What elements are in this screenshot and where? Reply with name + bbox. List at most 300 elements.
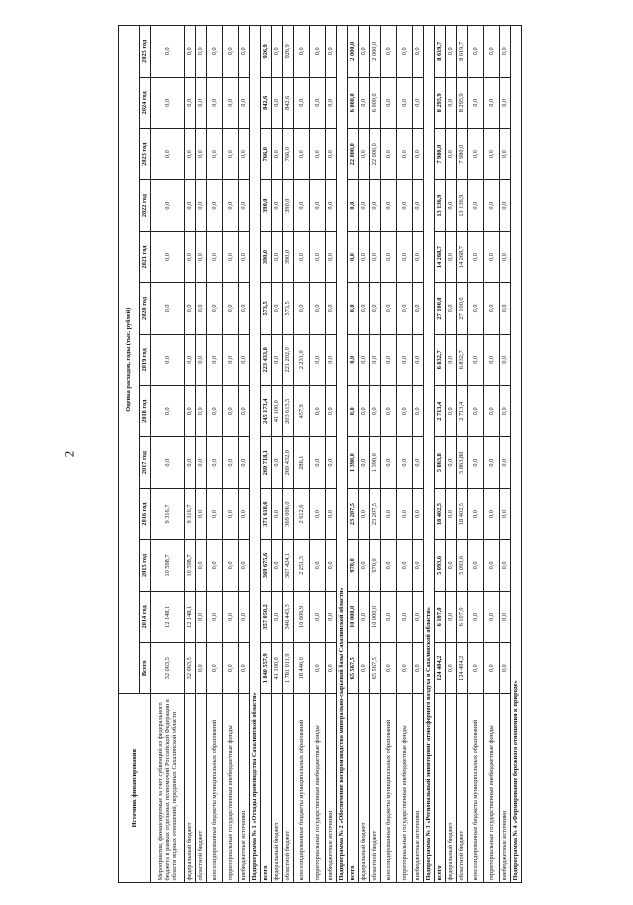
value-cell: 6 107,0: [457, 591, 468, 642]
budget-table: [118, 25, 522, 883]
value-cell: 0,0: [446, 129, 457, 180]
value-cell: 346 443,3: [283, 591, 294, 642]
value-cell: 0,0: [500, 231, 511, 282]
value-cell: 0,0: [468, 591, 484, 642]
source-label: всего: [261, 694, 272, 883]
value-cell: 0,0: [310, 77, 326, 128]
value-cell: 766,0: [283, 129, 294, 180]
value-cell: 0,0: [500, 643, 511, 694]
value-cell: 0,0: [397, 643, 413, 694]
value-cell: 970,0: [370, 540, 381, 591]
value-cell: 0,0: [272, 231, 283, 282]
value-cell: 0,0: [468, 488, 484, 539]
value-cell: 0,0: [196, 283, 207, 334]
value-cell: 10 606,9: [294, 591, 310, 642]
value-cell: 0,0: [151, 437, 185, 488]
value-cell: 0,0: [446, 488, 457, 539]
value-cell: 0,0: [196, 231, 207, 282]
year-header: 2022 год: [140, 180, 151, 231]
value-cell: 0,0: [196, 591, 207, 642]
rotated-page: [118, 25, 570, 883]
value-cell: 14 268,7: [457, 231, 468, 282]
value-cell: 0,0: [223, 180, 239, 231]
source-label: федеральный бюджет: [185, 694, 196, 883]
value-cell: 124 404,2: [435, 643, 446, 694]
value-cell: 8 619,7: [457, 26, 468, 78]
value-cell: 0,0: [446, 77, 457, 128]
value-cell: 0,0: [370, 283, 381, 334]
value-cell: 0,0: [397, 334, 413, 385]
value-cell: 0,0: [196, 129, 207, 180]
value-cell: 0,0: [196, 334, 207, 385]
source-label: областной бюджет: [370, 694, 381, 883]
value-cell: 124 404,2: [457, 643, 468, 694]
value-cell: 0,0: [500, 591, 511, 642]
value-cell: 0,0: [272, 283, 283, 334]
value-cell: 0,0: [294, 283, 310, 334]
year-header: 2018 год: [140, 386, 151, 437]
value-cell: 9 316,7: [185, 488, 196, 539]
value-cell: 0,0: [468, 26, 484, 78]
value-cell: 0,0: [326, 591, 337, 642]
value-cell: 0,0: [207, 488, 223, 539]
value-cell: 2 000,0: [370, 26, 381, 78]
value-cell: 0,0: [413, 643, 424, 694]
value-cell: 65 567,5: [348, 643, 359, 694]
value-cell: 0,0: [446, 283, 457, 334]
source-label: консолидированные бюджеты муниципальных образований: [207, 694, 223, 883]
value-cell: 0,0: [413, 591, 424, 642]
source-label: Мероприятия, финансируемые за счет субвенций из федерального бюджета в рамках отдельных полномочий Российской Федерации в области водных отношений, переданных Сахалинской области: [151, 694, 185, 883]
subprogram-row: [337, 26, 348, 883]
value-cell: 0,0: [381, 283, 397, 334]
value-cell: 1 390,0: [370, 437, 381, 488]
value-cell: 0,0: [185, 77, 196, 128]
year-header: 2015 год: [140, 540, 151, 591]
table-row: [446, 26, 457, 883]
value-cell: 2 713,4: [457, 386, 468, 437]
total-row: [435, 26, 446, 883]
page-number: 2: [61, 450, 77, 458]
value-cell: 5 863,8: [435, 437, 446, 488]
value-cell: 0,0: [413, 437, 424, 488]
value-cell: 573,5: [261, 283, 272, 334]
value-cell: 0,0: [223, 591, 239, 642]
value-cell: 0,0: [239, 26, 250, 78]
value-cell: 0,0: [484, 591, 500, 642]
value-cell: 0,0: [484, 643, 500, 694]
value-cell: 0,0: [500, 129, 511, 180]
value-cell: 8 619,7: [435, 26, 446, 78]
source-label: территориальные государственные внебюджетные фонды: [397, 694, 413, 883]
value-cell: 0,0: [500, 488, 511, 539]
subprogram-title: Подпрограмма № 4 «Формирование бережного отношения к природе»: [511, 26, 522, 883]
value-cell: 0,0: [413, 488, 424, 539]
value-cell: 7 980,0: [457, 129, 468, 180]
value-cell: 0,0: [348, 231, 359, 282]
value-cell: 0,0: [310, 643, 326, 694]
value-cell: 0,0: [207, 180, 223, 231]
value-cell: 286,1: [294, 437, 310, 488]
value-cell: 10 598,7: [185, 540, 196, 591]
value-cell: 18 446,0: [294, 643, 310, 694]
value-cell: 9 316,7: [151, 488, 185, 539]
year-header: 2019 год: [140, 334, 151, 385]
value-cell: 0,0: [468, 180, 484, 231]
value-cell: 0,0: [326, 129, 337, 180]
value-cell: 0,0: [207, 231, 223, 282]
subprogram-title: Подпрограмма № 3 «Региональный мониторинг атмосферного воздуха в Сахалинской области»: [424, 26, 435, 883]
value-cell: 0,0: [468, 540, 484, 591]
value-cell: 0,0: [272, 591, 283, 642]
value-cell: 0,0: [272, 180, 283, 231]
value-cell: 0,0: [310, 540, 326, 591]
value-cell: 0,0: [310, 334, 326, 385]
value-cell: 0,0: [500, 77, 511, 128]
value-cell: 0,0: [272, 488, 283, 539]
value-cell: 0,0: [310, 129, 326, 180]
value-cell: 245 173,4: [261, 386, 272, 437]
subprogram-title: Подпрограмма № 1 «Отходы производства Сахалинской области»: [250, 26, 261, 883]
value-cell: 2 612,6: [294, 488, 310, 539]
value-cell: 6 000,0: [370, 77, 381, 128]
value-cell: 0,0: [500, 26, 511, 78]
value-cell: 0,0: [207, 437, 223, 488]
value-cell: 1 390,0: [348, 437, 359, 488]
value-cell: 0,0: [484, 488, 500, 539]
value-cell: 0,0: [484, 386, 500, 437]
value-cell: 0,0: [381, 26, 397, 78]
value-cell: 41 100,0: [272, 643, 283, 694]
value-cell: 203 615,5: [283, 386, 294, 437]
value-cell: 0,0: [207, 26, 223, 78]
value-cell: 357 050,2: [261, 591, 272, 642]
value-cell: 0,0: [223, 334, 239, 385]
value-cell: 0,0: [185, 334, 196, 385]
value-cell: 0,0: [446, 26, 457, 78]
value-cell: 0,0: [446, 540, 457, 591]
value-cell: 10 000,0: [348, 591, 359, 642]
value-cell: 0,0: [397, 591, 413, 642]
value-cell: 0,0: [484, 77, 500, 128]
value-cell: 573,5: [283, 283, 294, 334]
value-cell: 0,0: [359, 591, 370, 642]
value-cell: 0,0: [348, 334, 359, 385]
value-cell: 0,0: [185, 129, 196, 180]
value-cell: 0,0: [359, 180, 370, 231]
value-cell: 0,0: [348, 386, 359, 437]
value-cell: 65 567,5: [370, 643, 381, 694]
value-cell: 0,0: [294, 77, 310, 128]
value-cell: 8 295,9: [435, 77, 446, 128]
value-cell: 367 424,1: [283, 540, 294, 591]
value-cell: 0,0: [370, 334, 381, 385]
value-cell: 0,0: [413, 386, 424, 437]
value-cell: 0,0: [468, 437, 484, 488]
table-row: [294, 26, 310, 883]
value-cell: 0,0: [348, 180, 359, 231]
table-row: [272, 26, 283, 883]
value-cell: 13 136,9: [435, 180, 446, 231]
value-cell: 41 100,0: [272, 386, 283, 437]
value-cell: 23 207,5: [370, 488, 381, 539]
value-cell: 0,0: [223, 488, 239, 539]
value-cell: 0,0: [223, 283, 239, 334]
value-cell: 0,0: [151, 283, 185, 334]
value-cell: 0,0: [151, 386, 185, 437]
year-header: 2021 год: [140, 231, 151, 282]
value-cell: 0,0: [381, 77, 397, 128]
value-cell: 0,0: [151, 334, 185, 385]
value-cell: 0,0: [294, 231, 310, 282]
estimate-header: Оценка расходов, годы (тыс. рублей): [119, 26, 140, 694]
value-cell: 0,0: [185, 437, 196, 488]
value-cell: 0,0: [326, 26, 337, 78]
value-cell: 0,0: [446, 231, 457, 282]
value-cell: 18 402,5: [435, 488, 446, 539]
value-cell: 0,0: [185, 386, 196, 437]
source-label: территориальные государственные внебюджетные фонды: [310, 694, 326, 883]
value-cell: 0,0: [468, 386, 484, 437]
value-cell: 0,0: [326, 180, 337, 231]
value-cell: 0,0: [359, 129, 370, 180]
value-cell: 0,0: [239, 643, 250, 694]
value-cell: 371 618,6: [261, 488, 272, 539]
value-cell: 10 000,0: [370, 591, 381, 642]
year-header: 2016 год: [140, 488, 151, 539]
value-cell: 0,0: [468, 231, 484, 282]
value-cell: 269 718,1: [261, 437, 272, 488]
value-cell: 0,0: [413, 231, 424, 282]
value-cell: 23 207,5: [348, 488, 359, 539]
total-row: [261, 26, 272, 883]
value-cell: 0,0: [272, 540, 283, 591]
value-cell: 0,0: [381, 129, 397, 180]
source-label: консолидированные бюджеты муниципальных образований: [468, 694, 484, 883]
source-label: территориальные государственные внебюджетные фонды: [484, 694, 500, 883]
year-header: 2017 год: [140, 437, 151, 488]
value-cell: 0,0: [272, 334, 283, 385]
value-cell: 0,0: [484, 437, 500, 488]
value-cell: 0,0: [397, 386, 413, 437]
value-cell: 0,0: [239, 180, 250, 231]
value-cell: 0,0: [196, 643, 207, 694]
source-label: федеральный бюджет: [272, 694, 283, 883]
value-cell: 0,0: [239, 334, 250, 385]
value-cell: 0,0: [223, 26, 239, 78]
value-cell: 0,0: [196, 386, 207, 437]
source-label: всего: [435, 694, 446, 883]
value-cell: 0,0: [239, 591, 250, 642]
value-cell: 0,0: [294, 180, 310, 231]
value-cell: 12 148,1: [151, 591, 185, 642]
value-cell: 10 598,7: [151, 540, 185, 591]
value-cell: 926,9: [261, 26, 272, 78]
value-cell: 0,0: [207, 283, 223, 334]
value-cell: 842,6: [261, 77, 272, 128]
table-body: [151, 26, 522, 883]
value-cell: 0,0: [207, 643, 223, 694]
value-cell: 0,0: [294, 26, 310, 78]
value-cell: 0,0: [207, 386, 223, 437]
value-cell: 0,0: [397, 26, 413, 78]
year-header: 2020 год: [140, 283, 151, 334]
value-cell: 0,0: [413, 180, 424, 231]
value-cell: 0,0: [326, 437, 337, 488]
value-cell: 0,0: [381, 180, 397, 231]
value-cell: 0,0: [239, 488, 250, 539]
table-row: [310, 26, 326, 883]
value-cell: 1 781 011,9: [283, 643, 294, 694]
value-cell: 27 100,0: [435, 283, 446, 334]
value-cell: 0,0: [397, 129, 413, 180]
source-label: областной бюджет: [283, 694, 294, 883]
value-cell: 0,0: [381, 643, 397, 694]
source-header: Источник финансирования: [119, 694, 151, 883]
value-cell: 0,0: [223, 643, 239, 694]
value-cell: 0,0: [196, 488, 207, 539]
value-cell: 0,0: [223, 231, 239, 282]
value-cell: 0,0: [381, 231, 397, 282]
source-label: консолидированные бюджеты муниципальных образований: [381, 694, 397, 883]
value-cell: 0,0: [397, 231, 413, 282]
value-cell: 14 268,7: [435, 231, 446, 282]
value-cell: 0,0: [272, 437, 283, 488]
value-cell: 0,0: [468, 129, 484, 180]
value-cell: 0,0: [484, 334, 500, 385]
value-cell: 0,0: [310, 591, 326, 642]
value-cell: 0,0: [223, 129, 239, 180]
year-header: 2024 год: [140, 77, 151, 128]
value-cell: 0,0: [381, 540, 397, 591]
table-row: [151, 26, 185, 883]
value-cell: 0,0: [446, 643, 457, 694]
value-cell: 970,0: [348, 540, 359, 591]
value-cell: 0,0: [359, 334, 370, 385]
value-cell: 0,0: [397, 283, 413, 334]
value-cell: 0,0: [239, 77, 250, 128]
value-cell: 0,0: [484, 540, 500, 591]
value-cell: 32 063,5: [185, 643, 196, 694]
value-cell: 0,0: [326, 386, 337, 437]
value-cell: 32 063,5: [151, 643, 185, 694]
value-cell: 0,0: [196, 540, 207, 591]
value-cell: 221 202,0: [283, 334, 294, 385]
value-cell: 0,0: [468, 77, 484, 128]
source-label: областной бюджет: [457, 694, 468, 883]
value-cell: 0,0: [500, 334, 511, 385]
value-cell: 2 713,4: [435, 386, 446, 437]
value-cell: 0,0: [446, 437, 457, 488]
value-cell: 0,0: [272, 129, 283, 180]
value-cell: 0,0: [310, 437, 326, 488]
value-cell: 369 675,6: [261, 540, 272, 591]
table-row: [484, 26, 500, 883]
value-cell: 0,0: [446, 334, 457, 385]
value-cell: 0,0: [359, 488, 370, 539]
subprogram-row: [250, 26, 261, 883]
table-row: [457, 26, 468, 883]
source-label: федеральный бюджет: [446, 694, 457, 883]
value-cell: 0,0: [310, 231, 326, 282]
table-row: [413, 26, 424, 883]
value-cell: 0,0: [196, 437, 207, 488]
table-row: [468, 26, 484, 883]
value-cell: 0,0: [326, 488, 337, 539]
value-cell: 0,0: [151, 129, 185, 180]
value-cell: 0,0: [310, 386, 326, 437]
value-cell: 926,9: [283, 26, 294, 78]
table-row: [239, 26, 250, 883]
value-cell: 369 006,0: [283, 488, 294, 539]
value-cell: 0,0: [359, 77, 370, 128]
source-label: федеральный бюджет: [359, 694, 370, 883]
value-cell: 0,0: [326, 77, 337, 128]
source-label: внебюджетные источники: [500, 694, 511, 883]
value-cell: 0,0: [196, 26, 207, 78]
value-cell: 0,0: [359, 643, 370, 694]
value-cell: 0,0: [381, 437, 397, 488]
value-cell: 0,0: [370, 231, 381, 282]
value-cell: 2 000,0: [348, 26, 359, 78]
value-cell: 0,0: [381, 488, 397, 539]
value-cell: 0,0: [185, 26, 196, 78]
value-cell: 6 832,7: [435, 334, 446, 385]
value-cell: 0,0: [413, 334, 424, 385]
value-cell: 22 000,0: [370, 129, 381, 180]
value-cell: 0,0: [468, 334, 484, 385]
value-cell: 0,0: [397, 77, 413, 128]
value-cell: 6 107,0: [435, 591, 446, 642]
year-header: 2023 год: [140, 129, 151, 180]
value-cell: 0,0: [381, 386, 397, 437]
value-cell: 0,0: [185, 180, 196, 231]
source-label: территориальные государственные внебюджетные фонды: [223, 694, 239, 883]
value-cell: 0,0: [500, 540, 511, 591]
value-cell: 0,0: [326, 540, 337, 591]
value-cell: 0,0: [397, 540, 413, 591]
table-row: [207, 26, 223, 883]
value-cell: 0,0: [484, 231, 500, 282]
value-cell: 5 093,6: [457, 540, 468, 591]
value-cell: 0,0: [207, 334, 223, 385]
value-cell: 390,0: [283, 180, 294, 231]
value-cell: 0,0: [359, 283, 370, 334]
value-cell: 0,0: [207, 77, 223, 128]
value-cell: 0,0: [223, 437, 239, 488]
value-cell: 0,0: [196, 180, 207, 231]
value-cell: 223 433,0: [261, 334, 272, 385]
value-cell: 6 832,7: [457, 334, 468, 385]
value-cell: 0,0: [239, 129, 250, 180]
value-cell: 0,0: [413, 283, 424, 334]
value-cell: 390,0: [283, 231, 294, 282]
table-row: [370, 26, 381, 883]
table-row: [326, 26, 337, 883]
value-cell: 6 000,0: [348, 77, 359, 128]
value-cell: 0,0: [185, 283, 196, 334]
value-cell: 0,0: [381, 334, 397, 385]
value-cell: 0,0: [446, 180, 457, 231]
table-row: [185, 26, 196, 883]
value-cell: 842,6: [283, 77, 294, 128]
value-cell: 457,9: [294, 386, 310, 437]
value-cell: 0,0: [207, 540, 223, 591]
value-cell: 0,0: [207, 129, 223, 180]
value-cell: 0,0: [272, 26, 283, 78]
table-row: [223, 26, 239, 883]
value-cell: 0,0: [446, 386, 457, 437]
